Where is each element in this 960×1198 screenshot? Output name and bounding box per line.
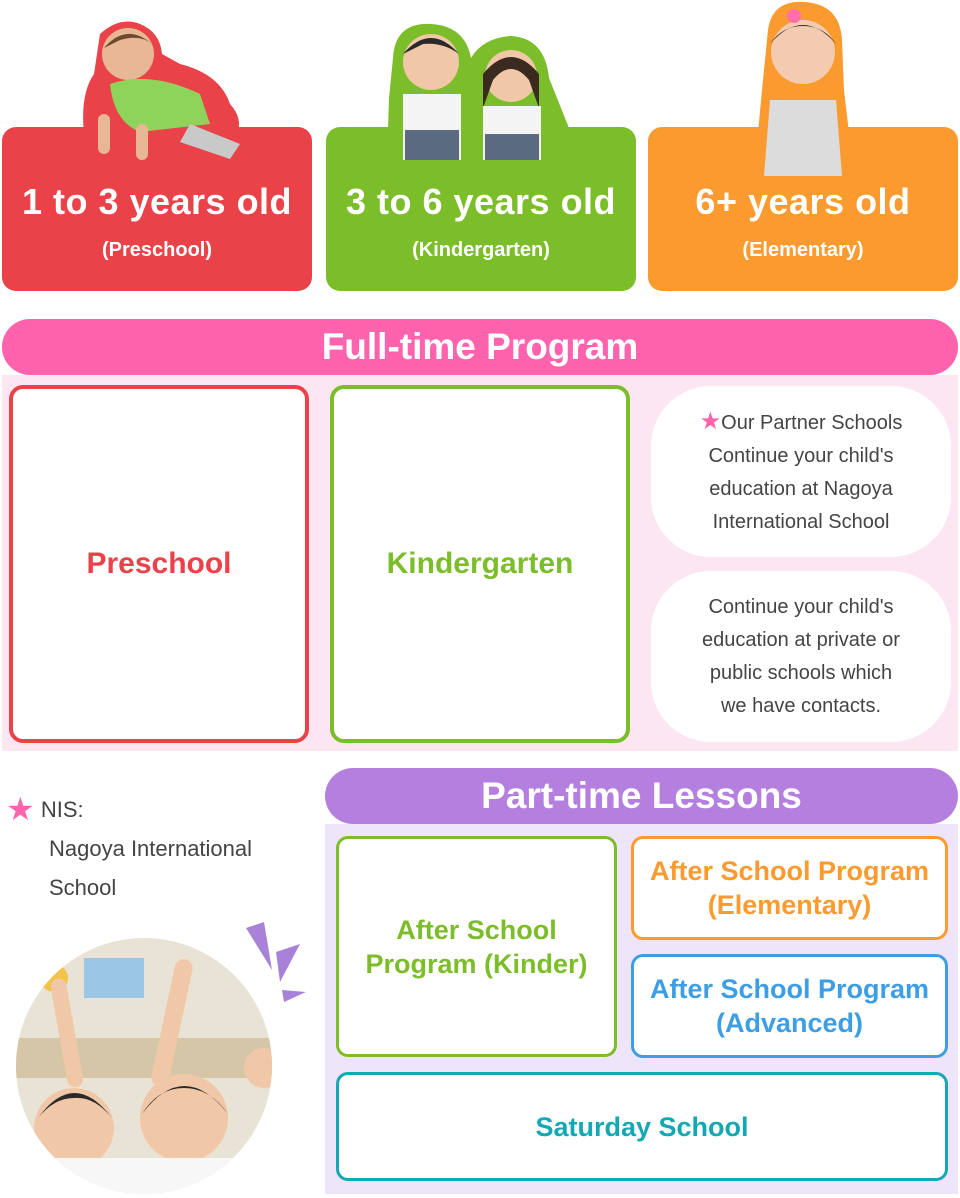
bubble-line: education at Nagoya (709, 477, 893, 500)
age-level: (Elementary) (742, 239, 864, 261)
lesson-line: Program (Kinder) (365, 948, 588, 979)
age-level: (Kindergarten) (412, 239, 550, 261)
preschool-box[interactable]: Preschool (9, 385, 309, 743)
lesson-line: Saturday School (535, 1111, 749, 1142)
bubble-line: Continue your child's (708, 444, 894, 467)
bubble-line: Continue your child's (708, 595, 894, 618)
lesson-line: (Advanced) (715, 1008, 864, 1038)
bubble-line: we have contacts. (720, 694, 882, 717)
bubble-line: International School (712, 510, 890, 533)
part-time-banner: Part-time Lessons (325, 768, 958, 824)
lesson-line: After School (396, 914, 557, 945)
full-time-banner: Full-time Program (2, 319, 958, 375)
nis-legend (6, 790, 306, 907)
after-school-elementary-box[interactable] (631, 836, 948, 940)
baby-photo (80, 14, 250, 174)
star-icon: ★ (6, 791, 35, 827)
after-school-advanced-box[interactable] (631, 954, 948, 1058)
legend-line: School (49, 875, 117, 900)
kindergarten-kids-photo (383, 18, 583, 160)
age-level: (Preschool) (101, 239, 213, 261)
lesson-line: (Elementary) (707, 890, 872, 920)
saturday-school-box[interactable] (336, 1072, 948, 1181)
kindergarten-box[interactable]: Kindergarten (330, 385, 630, 743)
age-range: 1 to 3 years old (21, 181, 293, 222)
star-icon: ★ (699, 407, 722, 435)
legend-line: Nagoya International (49, 836, 253, 861)
bubble-line: public schools which (709, 661, 893, 684)
bubble-line: education at private or (702, 628, 900, 651)
partner-schools-bubble (651, 386, 951, 557)
age-range: 3 to 6 years old (345, 181, 617, 222)
after-school-kinder-box[interactable] (336, 836, 617, 1057)
legend-line: ★ NIS: (6, 791, 84, 827)
contacts-bubble (651, 571, 951, 742)
partner-title-line: ★Our Partner Schools (699, 407, 903, 435)
lesson-line: After School Program (649, 974, 930, 1004)
lesson-line: After School Program (649, 856, 930, 886)
elementary-girl-photo (748, 0, 858, 176)
classroom-photo (14, 918, 310, 1198)
age-range: 6+ years old (695, 181, 911, 222)
